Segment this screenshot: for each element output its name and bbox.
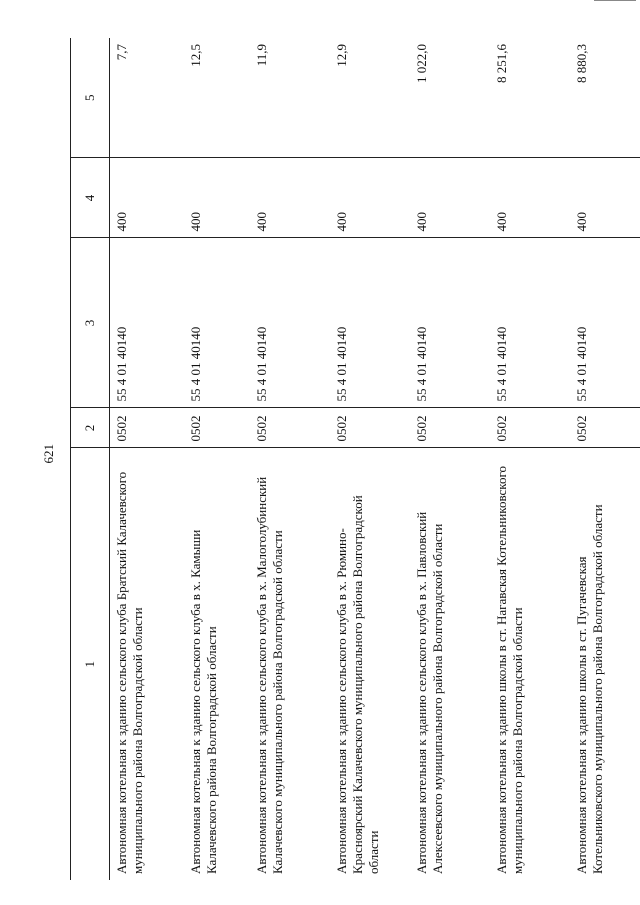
target-article: 55 4 01 40140 [410, 238, 490, 408]
target-article: 55 4 01 40140 [330, 238, 410, 408]
section-code: 0502 [410, 408, 490, 448]
header-col-4: 4 [71, 158, 110, 238]
table-row [570, 38, 640, 880]
object-name: Автономная котельная к зданию сельского клуба в х. Рюмино-Красноярский Калачевского муниципального района Волгоградской области [330, 448, 410, 880]
target-article: 55 4 01 40140 [250, 238, 330, 408]
section-code: 0502 [110, 408, 185, 448]
expense-type: 400 [490, 158, 570, 238]
expense-type: 400 [110, 158, 185, 238]
header-col-5: 5 [71, 38, 110, 158]
amount: 7,7 [110, 38, 185, 158]
target-article: 55 4 01 40140 [490, 238, 570, 408]
object-name: Автономная котельная к зданию сельского клуба в х. Камыши Калачевского района Волгоградской области [184, 448, 250, 880]
amount: 12,9 [330, 38, 410, 158]
target-article: 55 4 01 40140 [570, 238, 640, 408]
object-name: Автономная котельная к зданию сельского клуба в х. Павловский Алексеевского муниципального района Волгоградской области [410, 448, 490, 880]
amount: 11,9 [250, 38, 330, 158]
target-article: 55 4 01 40140 [184, 238, 250, 408]
table-header [71, 38, 110, 880]
header-col-3: 3 [71, 238, 110, 408]
header-col-2: 2 [71, 408, 110, 448]
table-row [410, 38, 490, 880]
amount: 1 022,0 [410, 38, 490, 158]
rotated-page-content [70, 38, 605, 880]
object-name: Автономная котельная к зданию школы в ст. Нагавская Котельниковского муниципального района Волгоградской области [490, 448, 570, 880]
amount: 8 880,3 [570, 38, 640, 158]
expense-type: 400 [410, 158, 490, 238]
section-code: 0502 [184, 408, 250, 448]
table-row [330, 38, 410, 880]
budget-table [70, 38, 640, 880]
expense-type: 400 [184, 158, 250, 238]
header-col-1: 1 [71, 448, 110, 880]
section-code: 0502 [330, 408, 410, 448]
section-code: 0502 [490, 408, 570, 448]
section-code: 0502 [570, 408, 640, 448]
amount: 8 251,6 [490, 38, 570, 158]
expense-type: 400 [570, 158, 640, 238]
table-row [250, 38, 330, 880]
section-code: 0502 [250, 408, 330, 448]
object-name: Автономная котельная к зданию сельского клуба Братский Калачевского муниципального района Волгоградской области [110, 448, 185, 880]
page-number: 621 [41, 444, 56, 464]
object-name: Автономная котельная к зданию школы в ст. Пугачевская Котельниковского муниципального района Волгоградской области [570, 448, 640, 880]
expense-type: 400 [330, 158, 410, 238]
corner-scan-mark [594, 0, 636, 4]
amount: 12,5 [184, 38, 250, 158]
table-row [110, 38, 185, 880]
object-name: Автономная котельная к зданию сельского клуба в х. Малоголубинский Калачевского муниципального района Волгоградской области [250, 448, 330, 880]
target-article: 55 4 01 40140 [110, 238, 185, 408]
table-row [184, 38, 250, 880]
table-row [490, 38, 570, 880]
expense-type: 400 [250, 158, 330, 238]
